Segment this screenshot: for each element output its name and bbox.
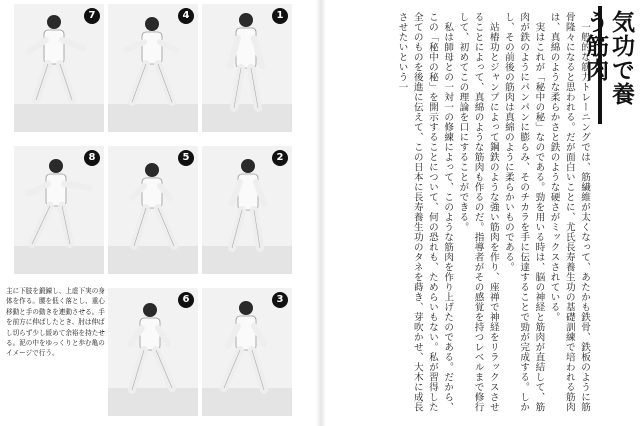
exercise-caption: 主に下肢を鍛錬し、上虚下実の身体を作る。腰を低く落とし、重心移動と手の動きを連動させる。手を前方に伸ばしたとき、肘は伸ばし切らず少し緩めて余裕を持たせる。泥の中をゆっくりと歩む亀のイメージで行う。	[6, 287, 105, 358]
pose-photo-8	[14, 146, 104, 274]
step-number-badge: 2	[272, 150, 288, 166]
article-title-bar	[582, 6, 634, 124]
body-paragraph: 站樁功とジャンプによって鋼鉄のような強い筋肉を作り、座禅で神経をリラックスさせることによって、真綿のような筋肉も作るのだ。指導者がその感覚を持つレベルまで修行して、初めてこの理論を口にすることができる。	[457, 12, 499, 412]
step-number-badge: 1	[272, 8, 288, 24]
body-paragraph: 一般的な筋力トレーニングでは、筋繊維が太くなって、あたかも鉄骨、鉄板のように筋骨隆々になると思われる。だが面白いことに、尤氏長寿養生功の基礎訓練で培われる筋肉は、真綿のような柔らかさと鉄のような硬さがミックスされている。	[548, 12, 590, 412]
step-number-badge: 3	[272, 292, 288, 308]
step-number-badge: 4	[178, 8, 194, 24]
step-number-badge: 5	[178, 150, 194, 166]
step-number-badge: 7	[84, 8, 100, 24]
pose-photo-4	[108, 4, 198, 132]
page-gutter	[316, 0, 326, 426]
body-paragraph: 私は師母との一対一の修練によって、このような筋肉を作り上げたのである。だから、この「秘中の秘」を開示することについて、何の恐れも、ためらいもない。私が習得した全てのものを後進に伝えて、この日本に長寿養生功のタネを蒔き、芽吹かせ、大木に成長させたいという一	[396, 12, 454, 412]
article-title: 気功で養う筋肉	[582, 10, 634, 106]
pose-photo-2	[202, 146, 292, 274]
pose-photo-5	[108, 146, 198, 274]
pose-photo-3	[202, 288, 292, 416]
step-number-badge: 8	[84, 150, 100, 166]
step-number-badge: 6	[178, 292, 194, 308]
pose-photo-1	[202, 4, 292, 132]
pose-photo-6	[108, 288, 198, 416]
body-paragraph: 実はこれが「秘中の秘」なのである。勁を用いる時は、脳の神経と筋肉が直結して、筋肉が鉄のようにパンパンに膨らみ、そのチカラを手に伝達することで勁が完成する。しかし、その前後の筋肉は真綿のように柔らかいものである。	[502, 12, 545, 412]
pose-photo-7	[14, 4, 104, 132]
article-body	[334, 12, 592, 416]
